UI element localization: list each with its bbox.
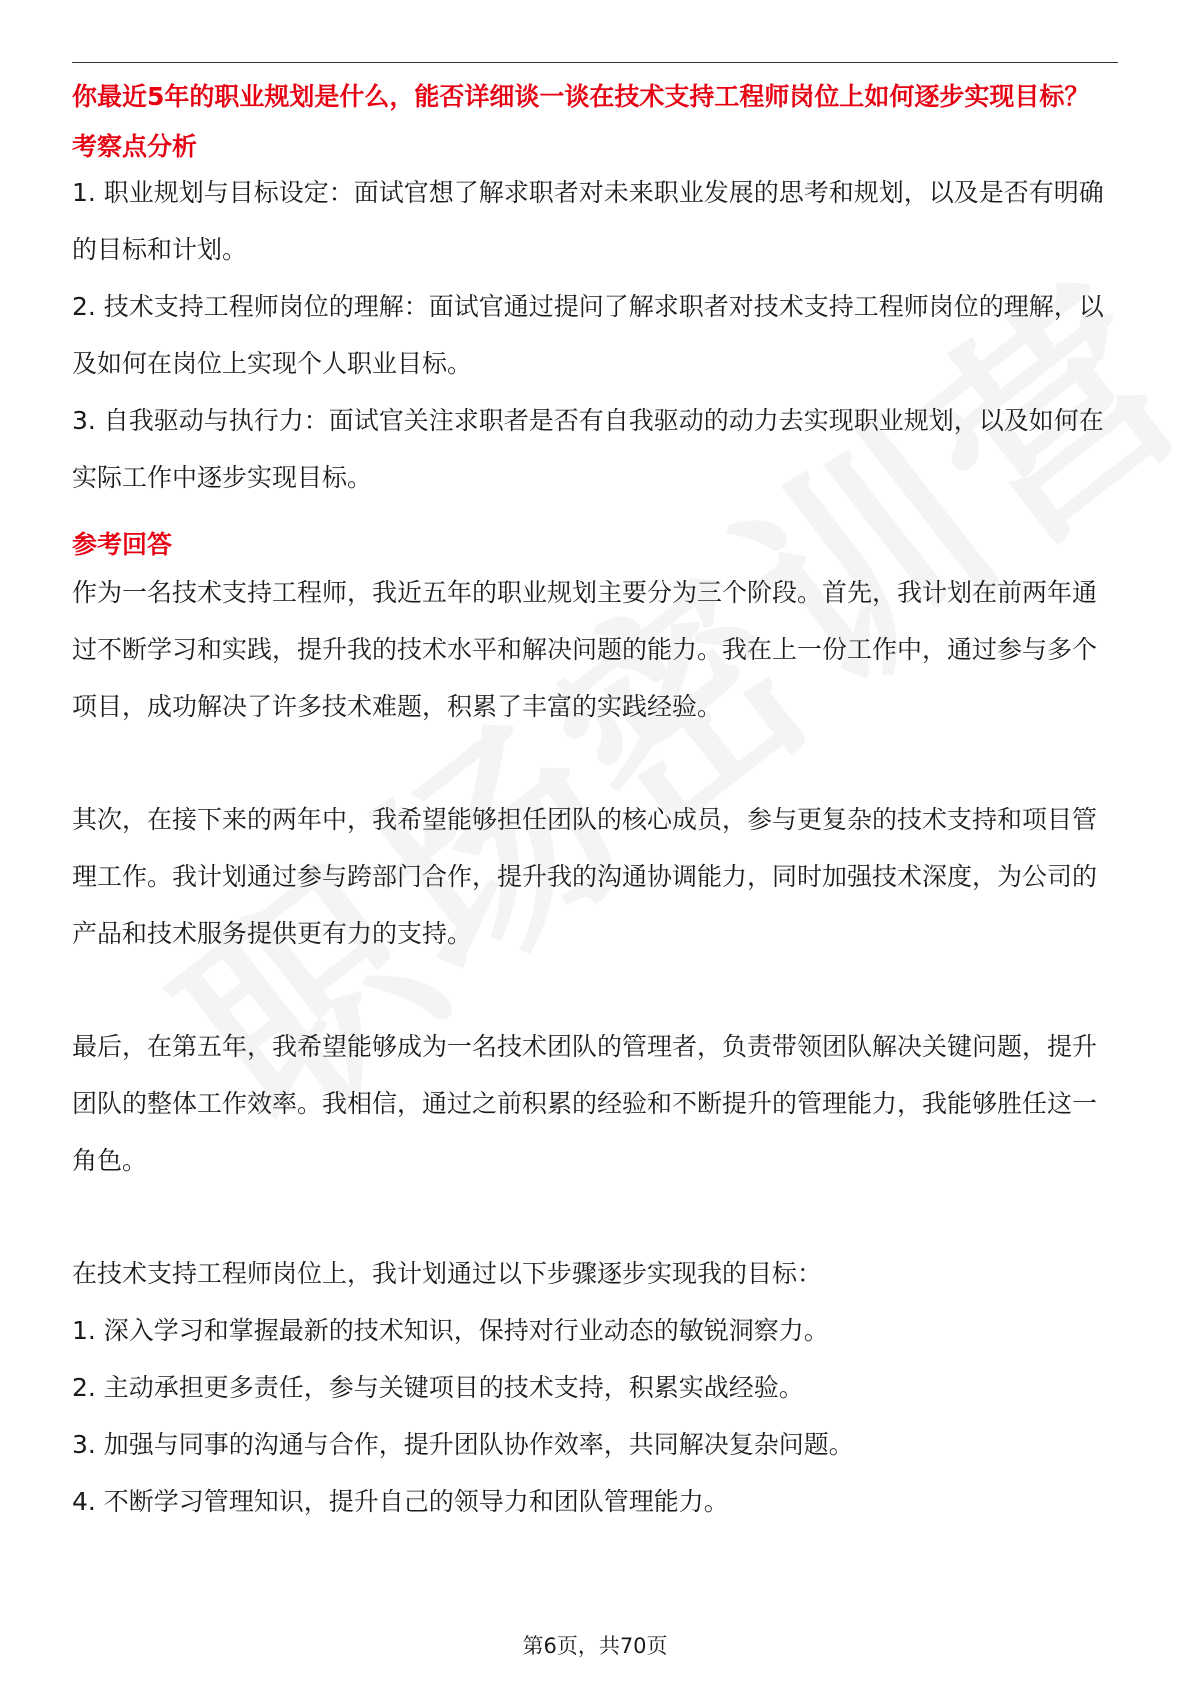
step-item: 3. 加强与同事的沟通与合作，提升团队协作效率，共同解决复杂问题。 bbox=[72, 1430, 854, 1459]
analysis-heading: 考察点分析 bbox=[72, 132, 198, 161]
step-item: 2. 主动承担更多责任，参与关键项目的技术支持，积累实战经验。 bbox=[72, 1373, 804, 1402]
header-rule bbox=[72, 62, 1118, 63]
analysis-list bbox=[72, 164, 1118, 506]
analysis-item: 1. 职业规划与目标设定：面试官想了解求职者对未来职业发展的思考和规划，以及是否有明确的目标和计划。 bbox=[72, 178, 1104, 264]
analysis-item: 3. 自我驱动与执行力：面试官关注求职者是否有自我驱动的动力去实现职业规划，以及如何在实际工作中逐步实现目标。 bbox=[72, 406, 1104, 492]
answer-paragraph: 其次，在接下来的两年中，我希望能够担任团队的核心成员，参与更复杂的技术支持和项目管理工作。我计划通过参与跨部门合作，提升我的沟通协调能力，同时加强技术深度，为公司的产品和技术服务提供更有力的支持。 bbox=[72, 805, 1098, 948]
page-footer: 第6页，共70页 bbox=[522, 1634, 668, 1658]
answer-body bbox=[72, 564, 1118, 1530]
analysis-item: 2. 技术支持工程师岗位的理解：面试官通过提问了解求职者对技术支持工程师岗位的理解，以及如何在岗位上实现个人职业目标。 bbox=[72, 292, 1104, 378]
step-item: 4. 不断学习管理知识，提升自己的领导力和团队管理能力。 bbox=[72, 1487, 729, 1516]
question-title: 你最近5年的职业规划是什么，能否详细谈一谈在技术支持工程师岗位上如何逐步实现目标？ bbox=[72, 82, 1090, 111]
step-item: 1. 深入学习和掌握最新的技术知识，保持对行业动态的敏锐洞察力。 bbox=[72, 1316, 829, 1345]
steps-list bbox=[72, 1302, 1118, 1530]
answer-paragraph: 最后，在第五年，我希望能够成为一名技术团队的管理者，负责带领团队解决关键问题，提升团队的整体工作效率。我相信，通过之前积累的经验和不断提升的管理能力，我能够胜任这一角色。 bbox=[72, 1032, 1098, 1175]
answer-paragraph: 作为一名技术支持工程师，我近五年的职业规划主要分为三个阶段。首先，我计划在前两年通过不断学习和实践，提升我的技术水平和解决问题的能力。我在上一份工作中，通过参与多个项目，成功解决了许多技术难题，积累了丰富的实践经验。 bbox=[72, 578, 1098, 721]
content bbox=[72, 78, 1118, 1530]
answer-heading: 参考回答 bbox=[72, 530, 173, 559]
answer-paragraph: 在技术支持工程师岗位上，我计划通过以下步骤逐步实现我的目标： bbox=[72, 1259, 823, 1288]
